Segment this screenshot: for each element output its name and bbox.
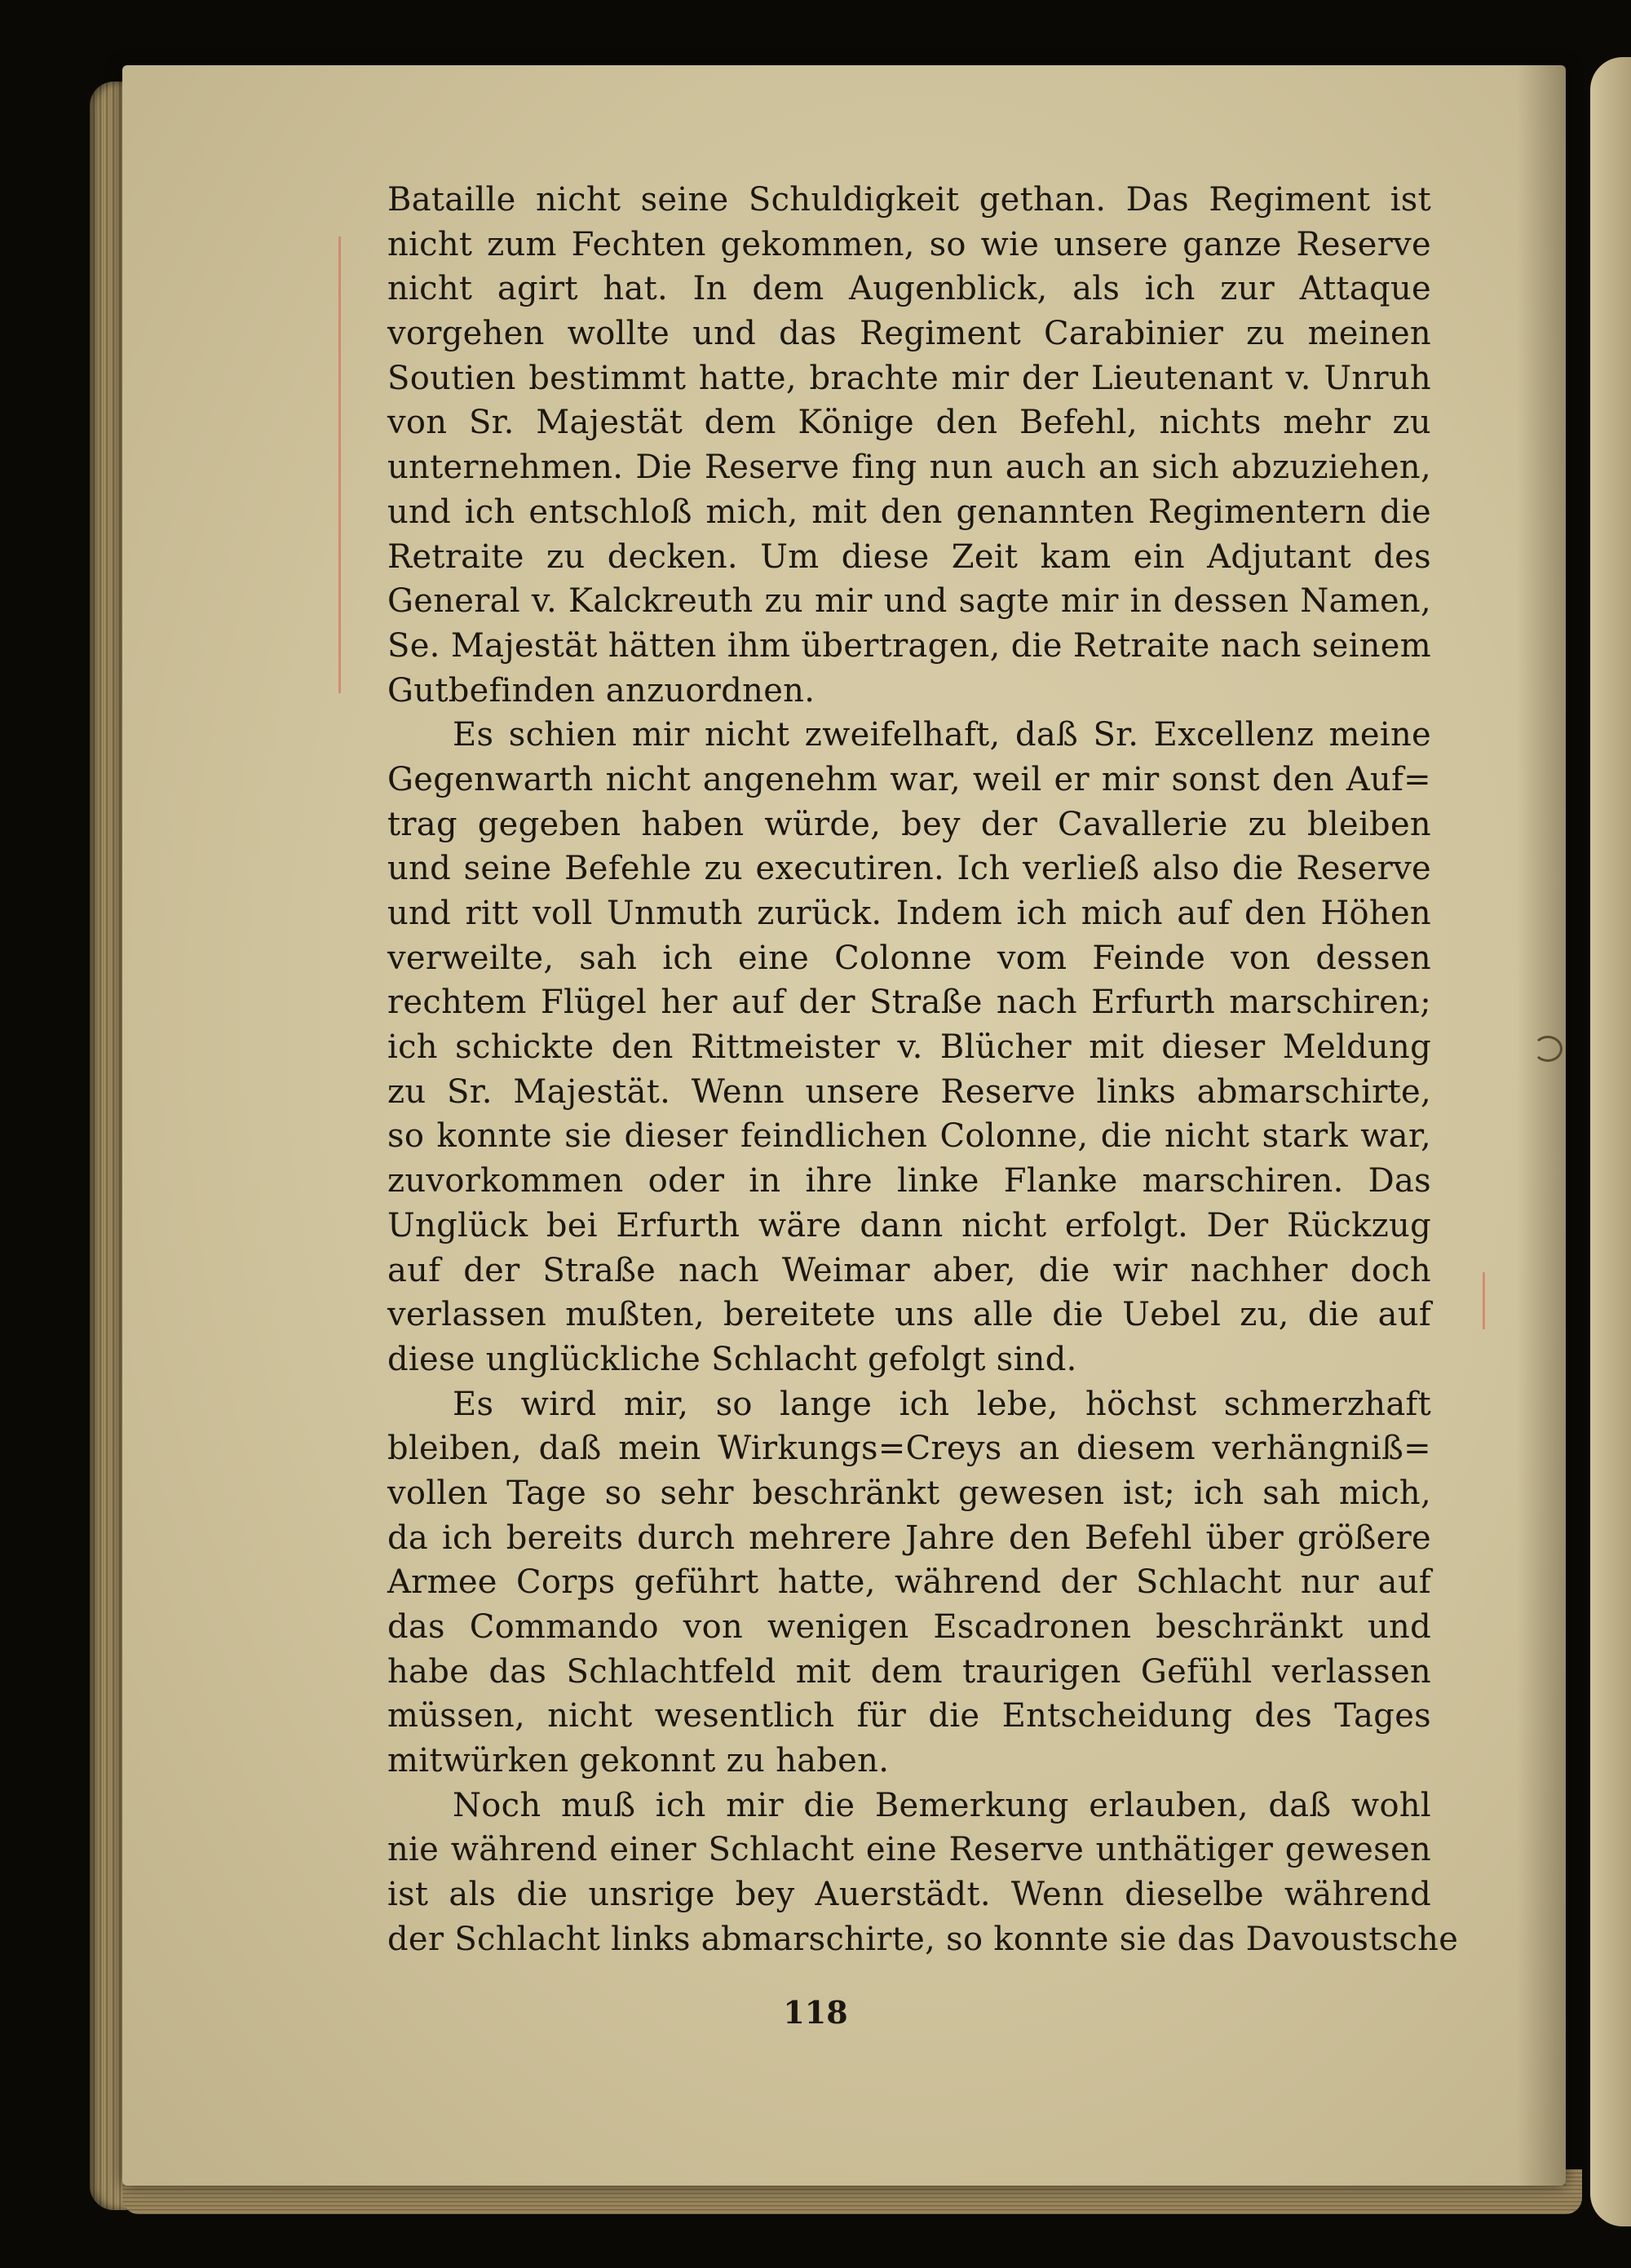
facing-page-edge (1590, 57, 1631, 2226)
text-line: unternehmen. Die Reserve fing nun auch an sich abzuziehen, (387, 449, 1431, 487)
text-line: der Schlacht links abmarschirte, so konnte sie das Davoustsche (387, 1920, 1459, 1958)
text-line: Es wird mir, so lange ich lebe, höchst schmerzhaft (453, 1385, 1431, 1423)
text-line: verweilte, sah ich eine Colonne vom Feinde von dessen (387, 939, 1431, 977)
text-line: Es schien mir nicht zweifelhaft, daß Sr. Excellenz meine (453, 716, 1431, 754)
text-line: Unglück bei Erfurth wäre dann nicht erfolgt. Der Rückzug (387, 1206, 1431, 1245)
text-line: bleiben, daß mein Wirkungs=Creys an diesem verhängniß= (387, 1430, 1431, 1468)
text-line: Gegenwarth nicht angenehm war, weil er mir sonst den Auf= (387, 760, 1431, 798)
text-line: ist als die unsrige bey Auerstädt. Wenn dieselbe während (387, 1876, 1431, 1914)
red-margin-mark-lower (1483, 1272, 1485, 1329)
text-line: zuvorkommen oder in ihre linke Flanke marschiren. Das (387, 1162, 1431, 1200)
text-line: vollen Tage so sehr beschränkt gewesen ist; ich sah mich, (387, 1474, 1431, 1512)
text-line: Gutbefinden anzuordnen. (387, 671, 816, 710)
text-line: nicht agirt hat. In dem Augenblick, als ich zur Attaque (387, 270, 1431, 308)
text-line: habe das Schlachtfeld mit dem traurigen Gefühl verlassen (387, 1652, 1431, 1691)
text-line: und seine Befehle zu executiren. Ich verließ also die Reserve (387, 850, 1431, 888)
text-line: Armee Corps geführt hatte, während der Schlacht nur auf (387, 1563, 1431, 1602)
text-line: das Commando von wenigen Escadronen beschränkt und (387, 1608, 1431, 1646)
text-line: trag gegeben haben würde, bey der Cavallerie zu bleiben (387, 805, 1431, 843)
text-line: zu Sr. Majestät. Wenn unsere Reserve links abmarschirte, (387, 1072, 1431, 1111)
text-line: verlassen mußten, bereitete uns alle die Uebel zu, die auf (387, 1296, 1431, 1334)
text-line: und ritt voll Unmuth zurück. Indem ich mich auf den Höhen (387, 895, 1431, 932)
text-line: Bataille nicht seine Schuldigkeit gethan. Das Regiment ist (387, 181, 1431, 219)
text-line: diese unglückliche Schlacht gefolgt sind. (387, 1340, 1077, 1378)
text-line: so konnte sie dieser feindlichen Colonne, die nicht stark war, (387, 1117, 1431, 1156)
text-line: auf der Straße nach Weimar aber, die wir nachher doch (387, 1251, 1431, 1289)
text-line: Soutien bestimmt hatte, brachte mir der Lieutenant v. Unruh (387, 359, 1431, 397)
text-line: Se. Majestät hätten ihm übertragen, die Retraite nach seinem (387, 626, 1431, 665)
text-line: nicht zum Fechten gekommen, so wie unsere ganze Reserve (387, 225, 1431, 263)
red-margin-mark (338, 237, 341, 693)
text-line: General v. Kalckreuth zu mir und sagte mir in dessen Namen, (387, 582, 1431, 621)
text-line: nie während einer Schlacht eine Reserve unthätiger gewesen (387, 1831, 1431, 1869)
page-body-text (387, 178, 1459, 1962)
text-line: vorgehen wollte und das Regiment Carabinier zu meinen (387, 315, 1431, 353)
text-line: da ich bereits durch mehrere Jahre den Befehl über größere (387, 1519, 1431, 1557)
text-line: Retraite zu decken. Um diese Zeit kam ein Adjutant des (387, 537, 1431, 576)
text-line: von Sr. Majestät dem Könige den Befehl, nichts mehr zu (387, 404, 1431, 442)
text-line: und ich entschloß mich, mit den genannten Regimentern die (387, 493, 1431, 531)
text-line: müssen, nicht wesentlich für die Entscheidung des Tages (387, 1697, 1431, 1735)
page-gutter-shadow (1517, 65, 1566, 2186)
text-line: ich schickte den Rittmeister v. Blücher mit dieser Meldung (387, 1028, 1431, 1067)
text-line: rechtem Flügel her auf der Straße nach Erfurth marschiren; (387, 984, 1431, 1022)
text-line: mitwürken gekonnt zu haben. (387, 1742, 890, 1780)
text-line: Noch muß ich mir die Bemerkung erlauben, daß wohl (453, 1786, 1431, 1824)
paper-clip-mark (1533, 1036, 1562, 1062)
page-number: 118 (783, 1994, 848, 2031)
